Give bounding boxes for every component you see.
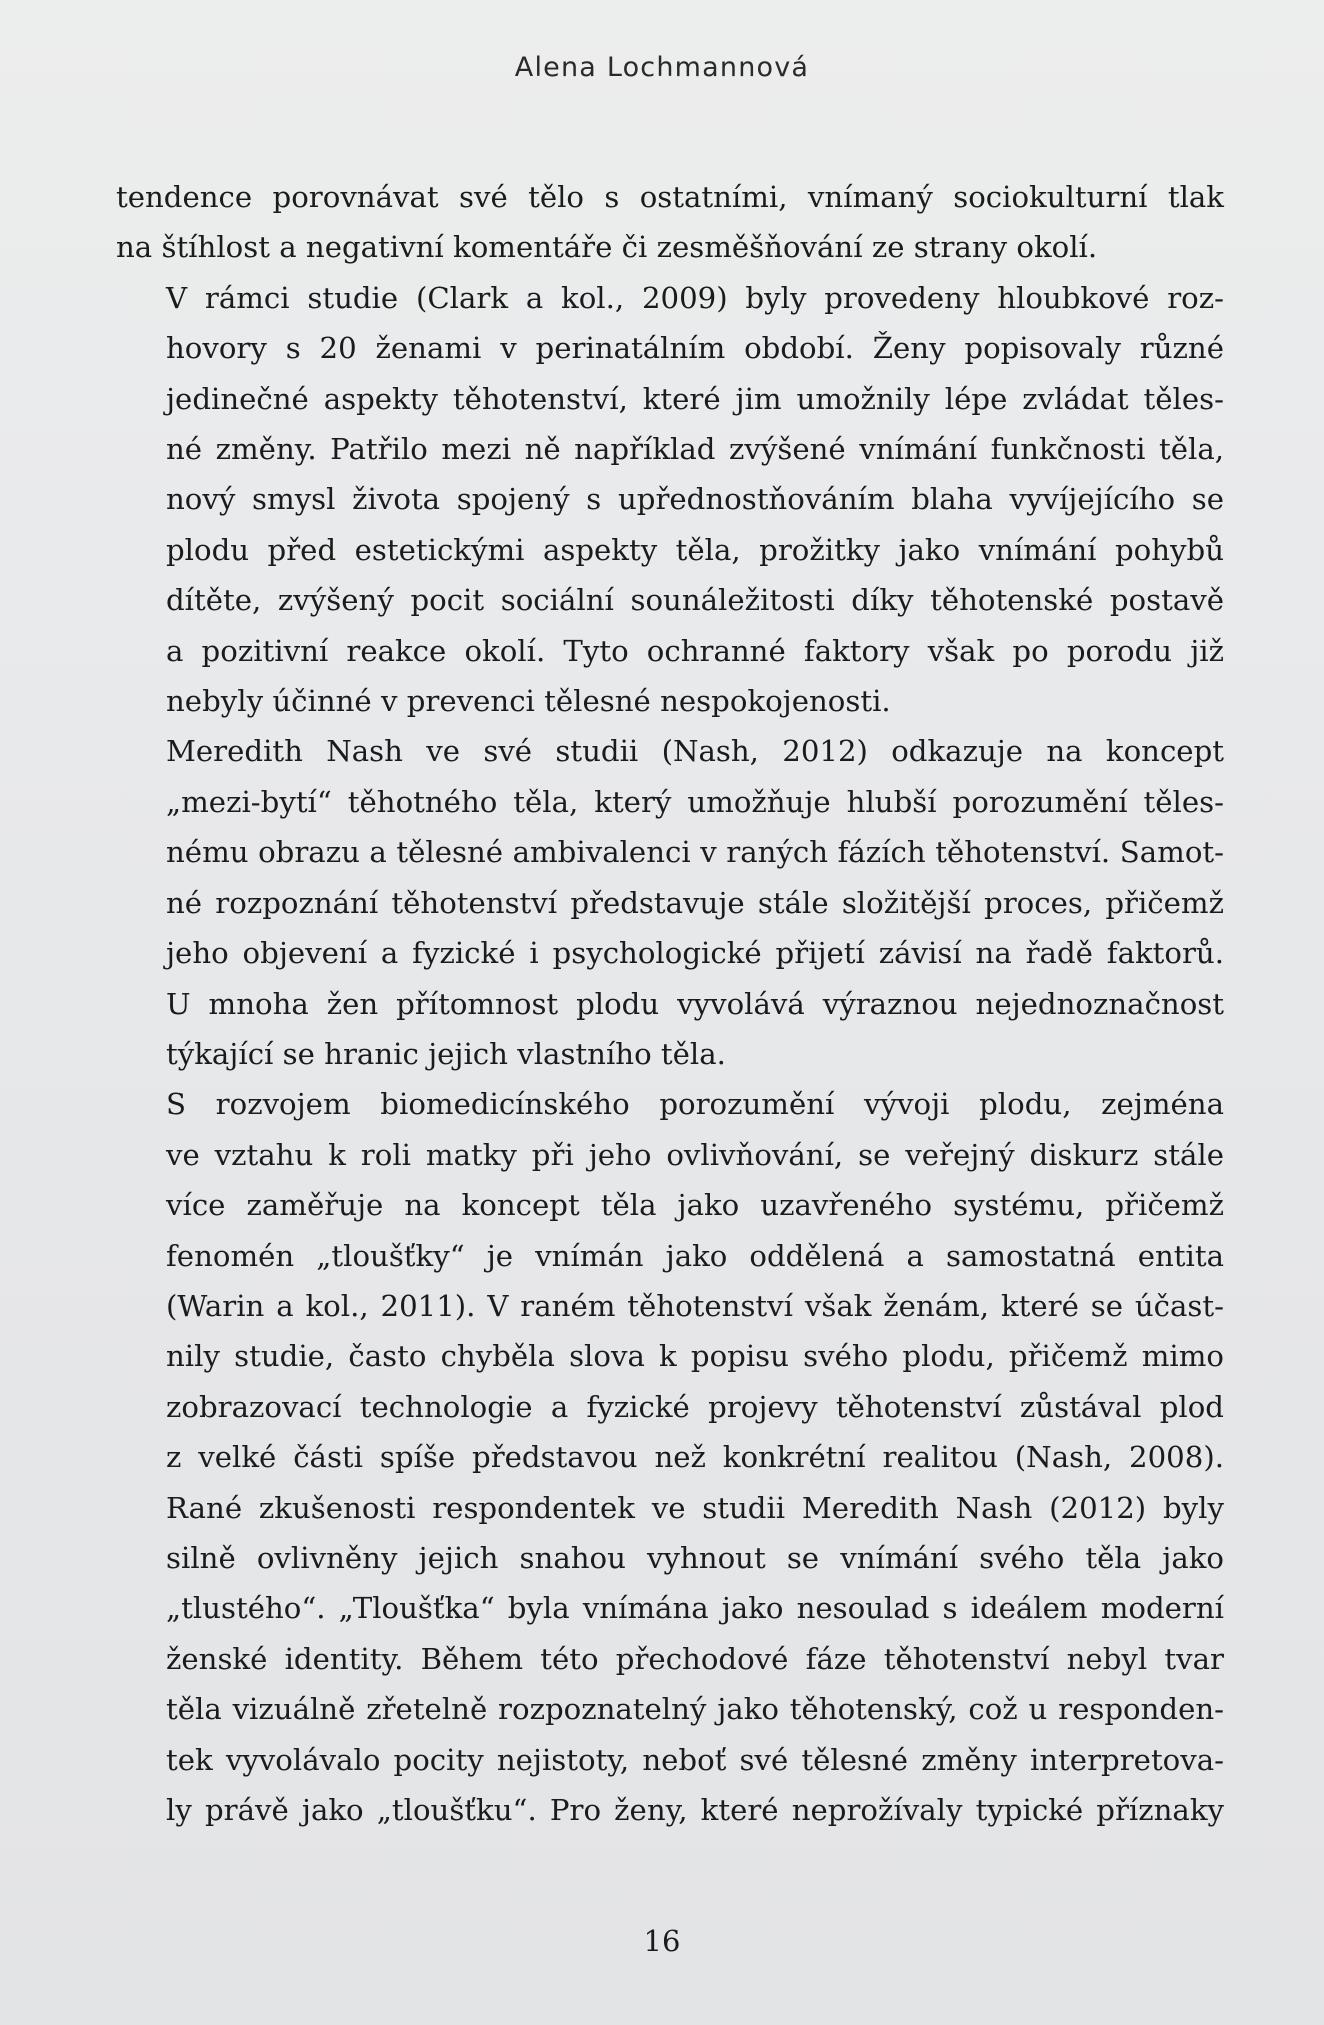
- text-line: né změny. Patřilo mezi ně například zvýšené vnímání funkčnosti těla,: [166, 432, 1224, 467]
- text-line: (Warin a kol., 2011). V raném těhotenství však ženám, které se účast-: [166, 1288, 1224, 1323]
- text-line: S rozvojem biomedicínského porozumění vývoji plodu, zejména: [166, 1087, 1224, 1122]
- paragraph-3: [116, 726, 1224, 1079]
- text-line: Rané zkušenosti respondentek ve studii Meredith Nash (2012) byly: [166, 1490, 1224, 1525]
- text-line: více zaměřuje na koncept těla jako uzavřeného systému, přičemž: [166, 1188, 1224, 1223]
- paragraph-2: [116, 273, 1224, 727]
- text-line: nému obrazu a tělesné ambivalenci v raných fázích těhotenství. Samot-: [166, 835, 1224, 870]
- text-line: z velké části spíše představou než konkrétní realitou (Nash, 2008).: [166, 1440, 1224, 1475]
- text-line: zobrazovací technologie a fyzické projevy těhotenství zůstával plod: [166, 1389, 1224, 1424]
- text-line: U mnoha žen přítomnost plodu vyvolává výraznou nejednoznačnost: [166, 986, 1224, 1021]
- text-line: jeho objevení a fyzické i psychologické přijetí závisí na řadě faktorů.: [166, 936, 1224, 971]
- body-text: [116, 172, 1224, 1835]
- text-line: „tlustého“. „Tloušťka“ byla vnímána jako nesoulad s ideálem moderní: [166, 1591, 1224, 1626]
- paragraph-1: [116, 172, 1224, 273]
- text-line: jedinečné aspekty těhotenství, které jim umožnily lépe zvládat těles-: [166, 381, 1224, 416]
- text-line: Meredith Nash ve své studii (Nash, 2012) odkazuje na koncept: [166, 734, 1224, 769]
- text-line: na štíhlost a negativní komentáře či zesměšňování ze strany okolí.: [116, 230, 1098, 265]
- text-line: ly právě jako „tloušťku“. Pro ženy, které neprožívaly typické příznaky: [166, 1793, 1224, 1827]
- text-line: tendence porovnávat své tělo s ostatními, vnímaný sociokulturní tlak: [116, 180, 1224, 214]
- text-line: ženské identity. Během této přechodové fáze těhotenství nebyl tvar: [166, 1641, 1224, 1676]
- text-line: „mezi-bytí“ těhotného těla, který umožňuje hlubší porozumění těles-: [166, 784, 1224, 819]
- text-line: těla vizuálně zřetelně rozpoznatelný jako těhotenský, což u responden-: [166, 1692, 1224, 1727]
- text-line: tek vyvolávalo pocity nejistoty, neboť své tělesné změny interpretova-: [166, 1742, 1224, 1777]
- running-head-author: Alena Lochmannová: [514, 52, 810, 83]
- text-line: a pozitivní reakce okolí. Tyto ochranné faktory však po porodu již: [166, 633, 1224, 668]
- page-number: 16: [643, 1924, 681, 1958]
- text-line: nový smysl života spojený s upřednostňováním blaha vyvíjejícího se: [166, 482, 1224, 517]
- text-line: plodu před estetickými aspekty těla, prožitky jako vnímání pohybů: [166, 532, 1224, 567]
- text-line: né rozpoznání těhotenství představuje stále složitější proces, přičemž: [166, 885, 1224, 920]
- text-line: nebyly účinné v prevenci tělesné nespokojenosti.: [166, 684, 891, 719]
- text-line: týkající se hranic jejich vlastního těla.: [166, 1036, 726, 1071]
- text-line: dítěte, zvýšený pocit sociální sounáležitosti díky těhotenské postavě: [166, 583, 1224, 618]
- text-line: silně ovlivněny jejich snahou vyhnout se vnímání svého těla jako: [166, 1540, 1224, 1575]
- text-line: V rámci studie (Clark a kol., 2009) byly provedeny hloubkové roz-: [166, 280, 1224, 315]
- text-line: hovory s 20 ženami v perinatálním období. Ženy popisovaly různé: [166, 331, 1224, 366]
- text-line: nily studie, často chyběla slova k popisu svého plodu, přičemž mimo: [166, 1339, 1224, 1374]
- paragraph-4: [116, 1079, 1224, 1835]
- text-line: fenomén „tloušťky“ je vnímán jako oddělená a samostatná entita: [166, 1238, 1224, 1273]
- text-line: ve vztahu k roli matky při jeho ovlivňování, se veřejný diskurz stále: [166, 1137, 1224, 1172]
